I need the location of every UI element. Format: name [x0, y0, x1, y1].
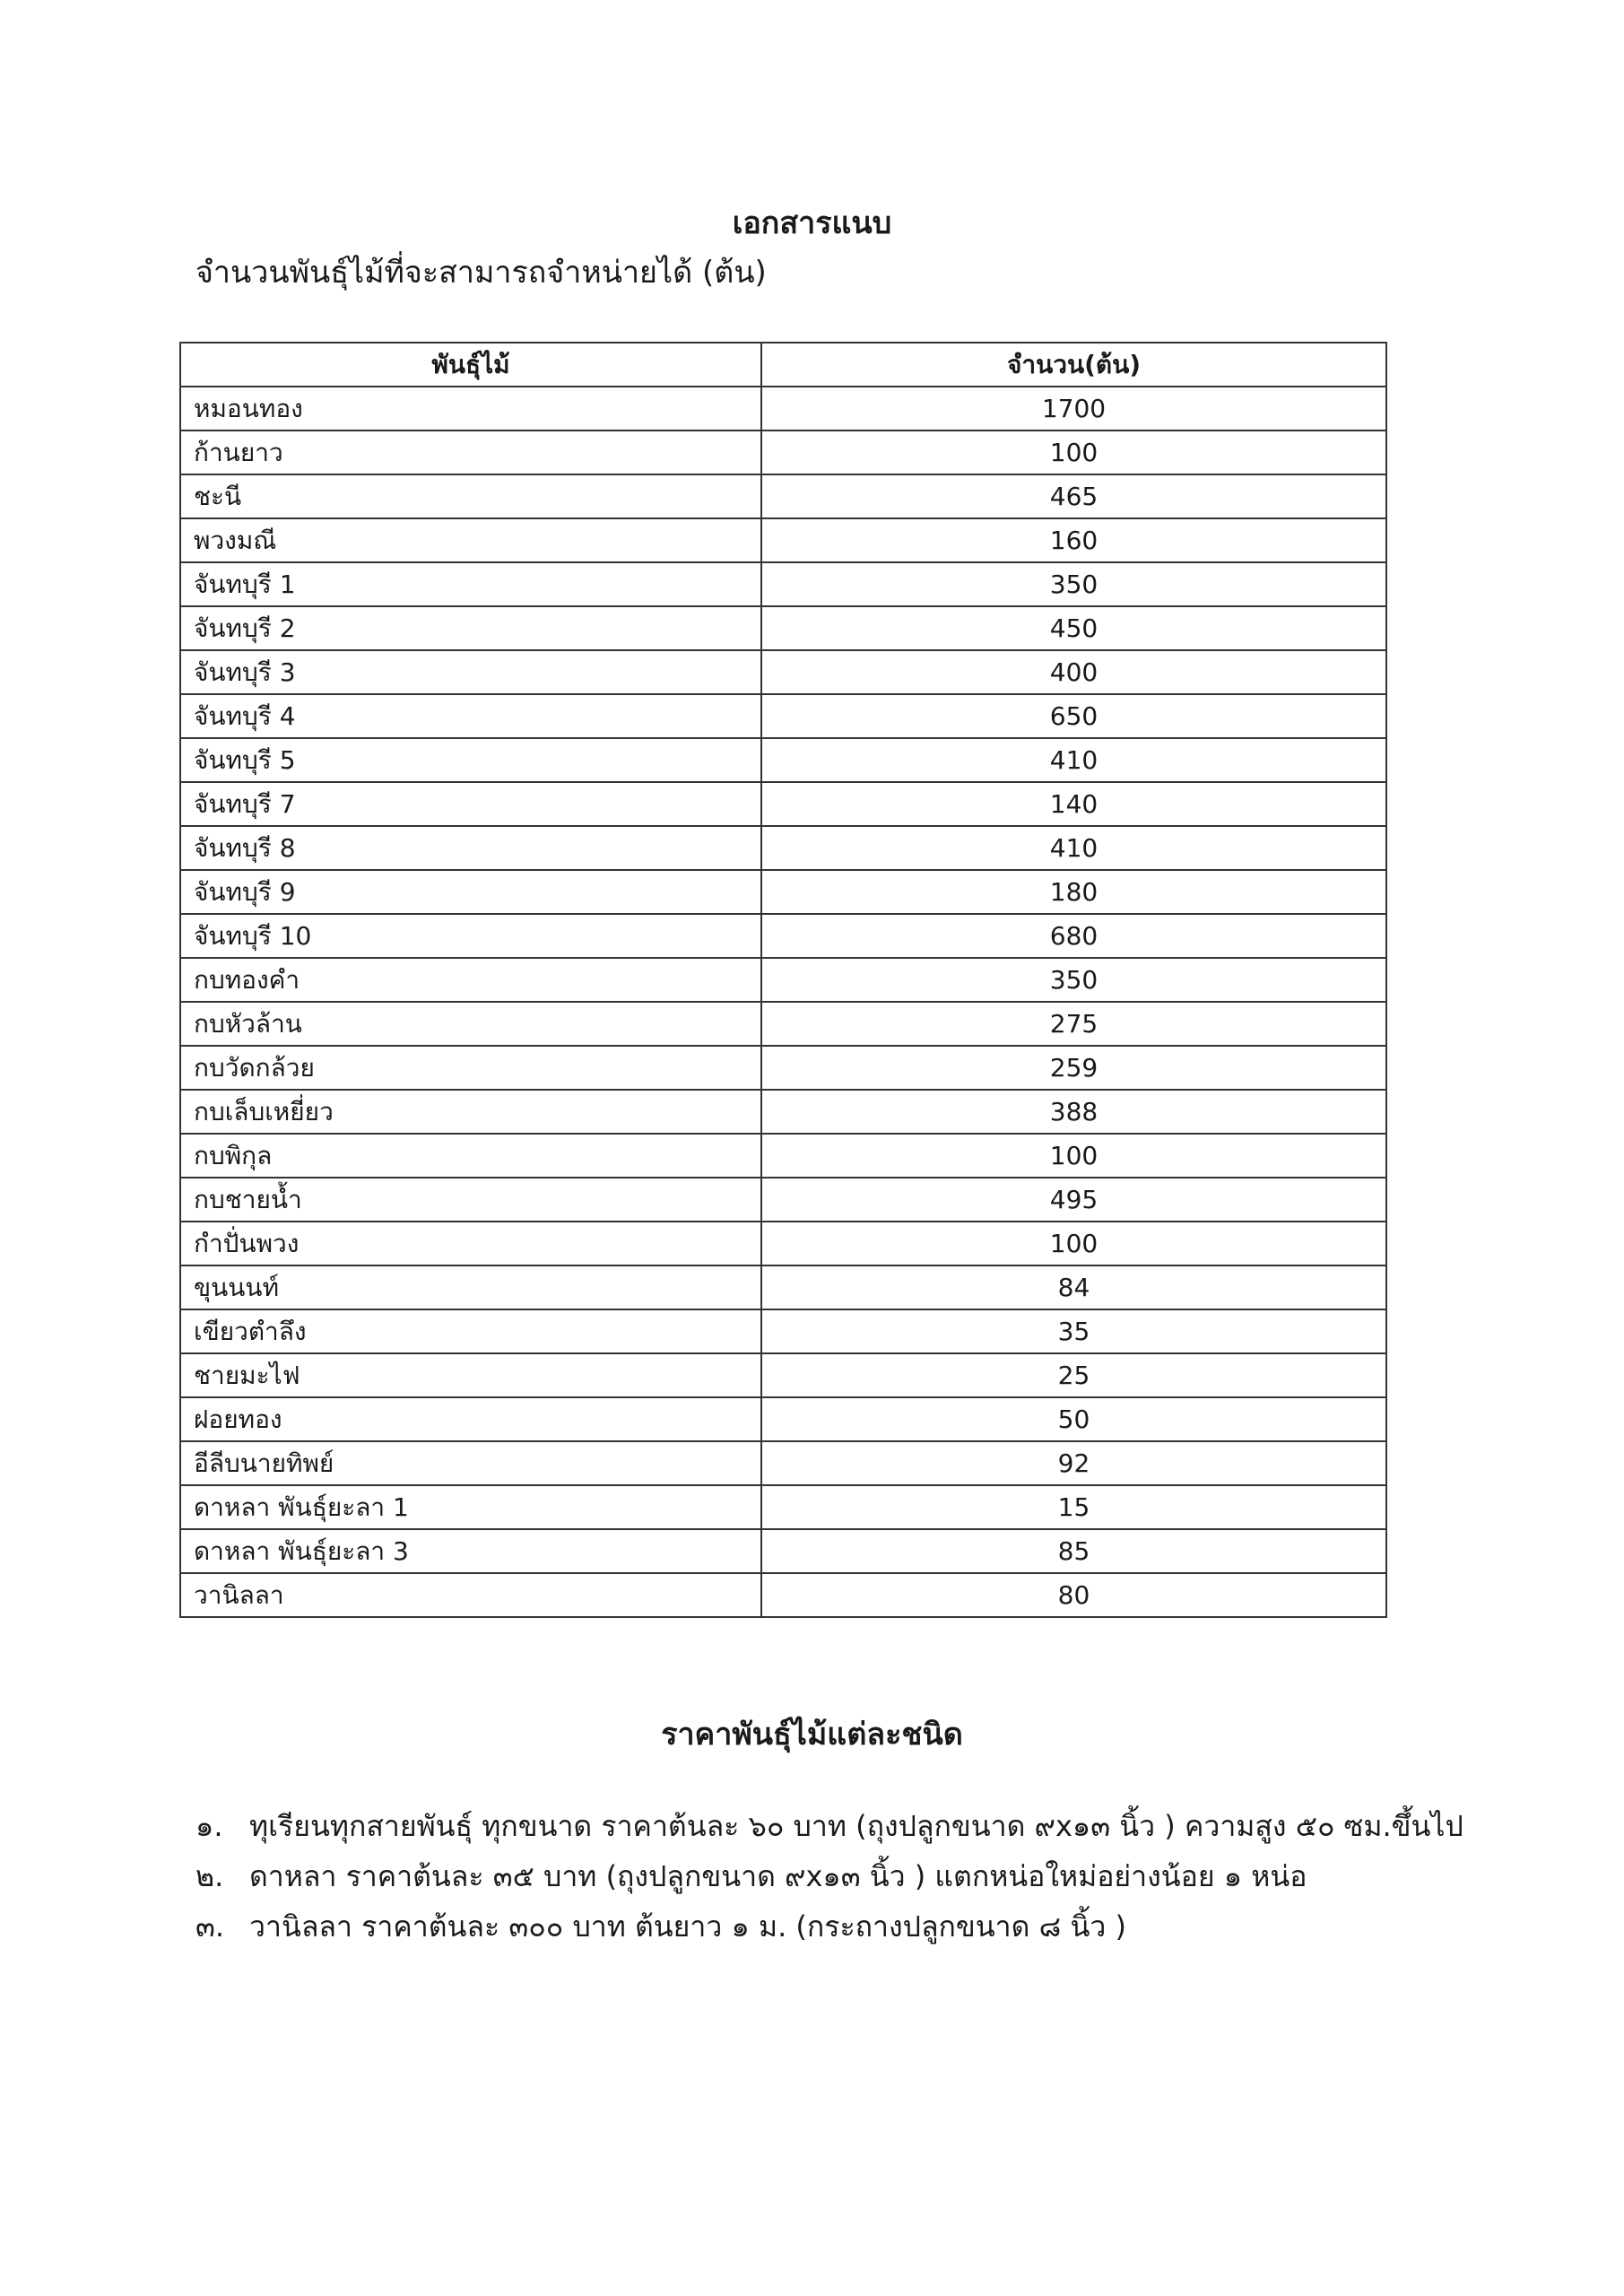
table-row: [180, 1265, 1386, 1309]
price-item-text: วานิลลา ราคาต้นละ ๓๐๐ บาท ต้นยาว ๑ ม. (กระถางปลูกขนาด ๘ นิ้ว ): [249, 1909, 1126, 1944]
quantity-cell: 275: [761, 1002, 1386, 1046]
table-header-row: [180, 343, 1386, 387]
quantity-cell: 80: [761, 1573, 1386, 1617]
variety-cell: ดาหลา พันธุ์ยะลา 1: [180, 1485, 761, 1529]
quantity-cell: 410: [761, 826, 1386, 870]
table-row: [180, 1309, 1386, 1353]
quantity-cell: 465: [761, 474, 1386, 518]
price-item-number: ๒.: [195, 1859, 224, 1893]
table-row: [180, 1046, 1386, 1090]
price-item: [195, 1801, 1463, 1851]
price-item-text: ทุเรียนทุกสายพันธุ์ ทุกขนาด ราคาต้นละ ๖๐ บาท (ถุงปลูกขนาด ๙x๑๓ นิ้ว ) ความสูง ๕๐ ซม.ขึ้นไป: [249, 1809, 1463, 1843]
variety-cell: ชายมะไฟ: [180, 1353, 761, 1397]
header-quantity: จำนวน(ต้น): [761, 343, 1386, 387]
variety-cell: กบเล็บเหยี่ยว: [180, 1090, 761, 1134]
table-row: [180, 738, 1386, 782]
quantity-cell: 140: [761, 782, 1386, 826]
variety-cell: ขุนนนท์: [180, 1265, 761, 1309]
price-heading: ราคาพันธุ์ไม้แต่ละชนิด: [661, 1717, 963, 1752]
variety-cell: จันทบุรี 3: [180, 650, 761, 694]
table-row: [180, 914, 1386, 958]
table-row: [180, 870, 1386, 914]
table-row: [180, 474, 1386, 518]
quantity-cell: 350: [761, 562, 1386, 606]
variety-quantity-table: [179, 342, 1387, 1618]
quantity-cell: 100: [761, 1222, 1386, 1265]
variety-cell: พวงมณี: [180, 518, 761, 562]
variety-cell: กำปั่นพวง: [180, 1222, 761, 1265]
table-row: [180, 1090, 1386, 1134]
variety-cell: ฝอยทอง: [180, 1397, 761, 1441]
variety-cell: เขียวตำลึง: [180, 1309, 761, 1353]
quantity-cell: 388: [761, 1090, 1386, 1134]
table-row: [180, 650, 1386, 694]
table-body: [180, 387, 1386, 1617]
table-row: [180, 1485, 1386, 1529]
table-row: [180, 387, 1386, 430]
header-variety: พันธุ์ไม้: [180, 343, 761, 387]
variety-cell: จันทบุรี 4: [180, 694, 761, 738]
quantity-cell: 100: [761, 1134, 1386, 1178]
variety-cell: กบพิกุล: [180, 1134, 761, 1178]
price-item-number: ๓.: [195, 1909, 225, 1944]
variety-cell: จันทบุรี 2: [180, 606, 761, 650]
table-row: [180, 606, 1386, 650]
quantity-cell: 259: [761, 1046, 1386, 1090]
quantity-cell: 400: [761, 650, 1386, 694]
variety-cell: จันทบุรี 10: [180, 914, 761, 958]
document-title: เอกสารแนบ: [732, 205, 892, 241]
variety-cell: วานิลลา: [180, 1573, 761, 1617]
table-row: [180, 1134, 1386, 1178]
quantity-cell: 350: [761, 958, 1386, 1002]
table-row: [180, 562, 1386, 606]
variety-cell: อีลีบนายทิพย์: [180, 1441, 761, 1485]
variety-cell: ชะนี: [180, 474, 761, 518]
variety-cell: กบชายน้ำ: [180, 1178, 761, 1222]
quantity-cell: 160: [761, 518, 1386, 562]
quantity-cell: 15: [761, 1485, 1386, 1529]
quantity-cell: 92: [761, 1441, 1386, 1485]
table-row: [180, 1441, 1386, 1485]
quantity-cell: 650: [761, 694, 1386, 738]
table-row: [180, 1178, 1386, 1222]
variety-cell: ดาหลา พันธุ์ยะลา 3: [180, 1529, 761, 1573]
table-row: [180, 694, 1386, 738]
variety-cell: จันทบุรี 5: [180, 738, 761, 782]
price-item: [195, 1901, 1433, 1952]
variety-cell: กบหัวล้าน: [180, 1002, 761, 1046]
table-row: [180, 1529, 1386, 1573]
variety-cell: กบวัดกล้วย: [180, 1046, 761, 1090]
quantity-cell: 35: [761, 1309, 1386, 1353]
document-subtitle: จำนวนพันธุ์ไม้ที่จะสามารถจำหน่ายได้ (ต้น): [195, 255, 767, 291]
variety-cell: จันทบุรี 1: [180, 562, 761, 606]
quantity-cell: 180: [761, 870, 1386, 914]
price-item-number: ๑.: [195, 1809, 223, 1843]
quantity-cell: 25: [761, 1353, 1386, 1397]
quantity-cell: 495: [761, 1178, 1386, 1222]
table-row: [180, 826, 1386, 870]
price-list: [195, 1801, 1463, 1952]
quantity-cell: 450: [761, 606, 1386, 650]
quantity-cell: 410: [761, 738, 1386, 782]
variety-cell: กบทองคำ: [180, 958, 761, 1002]
table-row: [180, 1353, 1386, 1397]
quantity-cell: 84: [761, 1265, 1386, 1309]
table-row: [180, 518, 1386, 562]
table-row: [180, 782, 1386, 826]
quantity-cell: 680: [761, 914, 1386, 958]
table-row: [180, 1002, 1386, 1046]
quantity-cell: 1700: [761, 387, 1386, 430]
variety-cell: หมอนทอง: [180, 387, 761, 430]
variety-table-container: [179, 342, 1385, 1618]
quantity-cell: 85: [761, 1529, 1386, 1573]
table-row: [180, 430, 1386, 474]
quantity-cell: 50: [761, 1397, 1386, 1441]
table-row: [180, 1397, 1386, 1441]
table-row: [180, 958, 1386, 1002]
quantity-cell: 100: [761, 430, 1386, 474]
variety-cell: จันทบุรี 8: [180, 826, 761, 870]
variety-cell: จันทบุรี 7: [180, 782, 761, 826]
table-row: [180, 1222, 1386, 1265]
price-item: [195, 1851, 1433, 1901]
table-row: [180, 1573, 1386, 1617]
variety-cell: ก้านยาว: [180, 430, 761, 474]
price-item-text: ดาหลา ราคาต้นละ ๓๕ บาท (ถุงปลูกขนาด ๙x๑๓ นิ้ว ) แตกหน่อใหม่อย่างน้อย ๑ หน่อ: [249, 1859, 1307, 1893]
variety-cell: จันทบุรี 9: [180, 870, 761, 914]
